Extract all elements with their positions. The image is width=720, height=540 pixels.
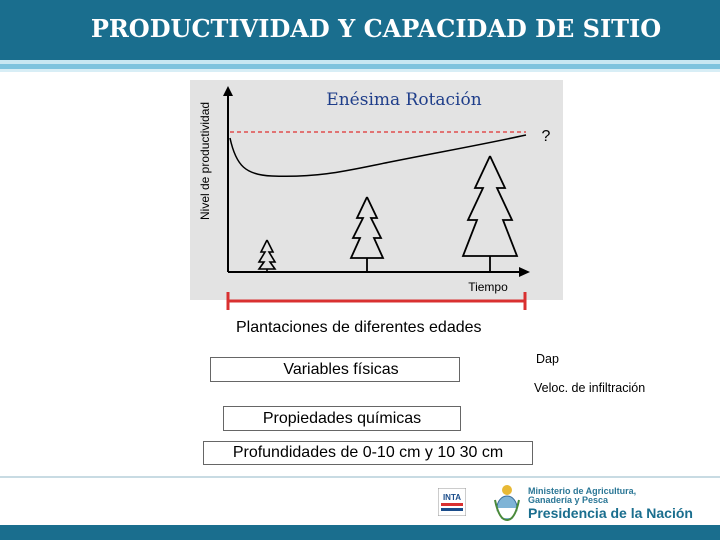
diagram-title: Enésima Rotación <box>326 90 482 110</box>
header-stripe <box>0 69 720 72</box>
age-bracket <box>222 288 532 314</box>
national-seal-icon <box>493 484 521 522</box>
ministry-line2: Ganadería y Pesca <box>528 495 609 505</box>
profundidades-box: Profundidades de 0-10 cm y 10 30 cm <box>203 441 533 465</box>
ministry-logo-text <box>528 487 693 521</box>
slide-title: PRODUCTIVIDAD Y CAPACIDAD DE SITIO <box>90 14 662 43</box>
bracket-label: Plantaciones de diferentes edades <box>236 319 482 336</box>
ministry-line3: Presidencia de la Nación <box>528 505 693 521</box>
question-mark: ? <box>541 128 551 145</box>
inta-logo <box>438 488 466 516</box>
variables-fisicas-box: Variables físicas <box>210 357 460 382</box>
footer-band <box>0 525 720 540</box>
infiltration-label: Veloc. de infiltración <box>534 381 646 395</box>
dap-label: Dap <box>536 352 559 366</box>
ministry-line1: Ministerio de Agricultura, <box>528 486 637 496</box>
y-axis-label: Nivel de productividad <box>198 101 212 220</box>
footer-divider <box>0 476 720 478</box>
inta-logo-text: INTA <box>442 493 462 502</box>
propiedades-quimicas-box: Propiedades químicas <box>223 406 461 431</box>
productivity-diagram <box>190 80 563 300</box>
x-axis-label: Tiempo <box>468 280 508 294</box>
diagram-background <box>190 80 563 300</box>
